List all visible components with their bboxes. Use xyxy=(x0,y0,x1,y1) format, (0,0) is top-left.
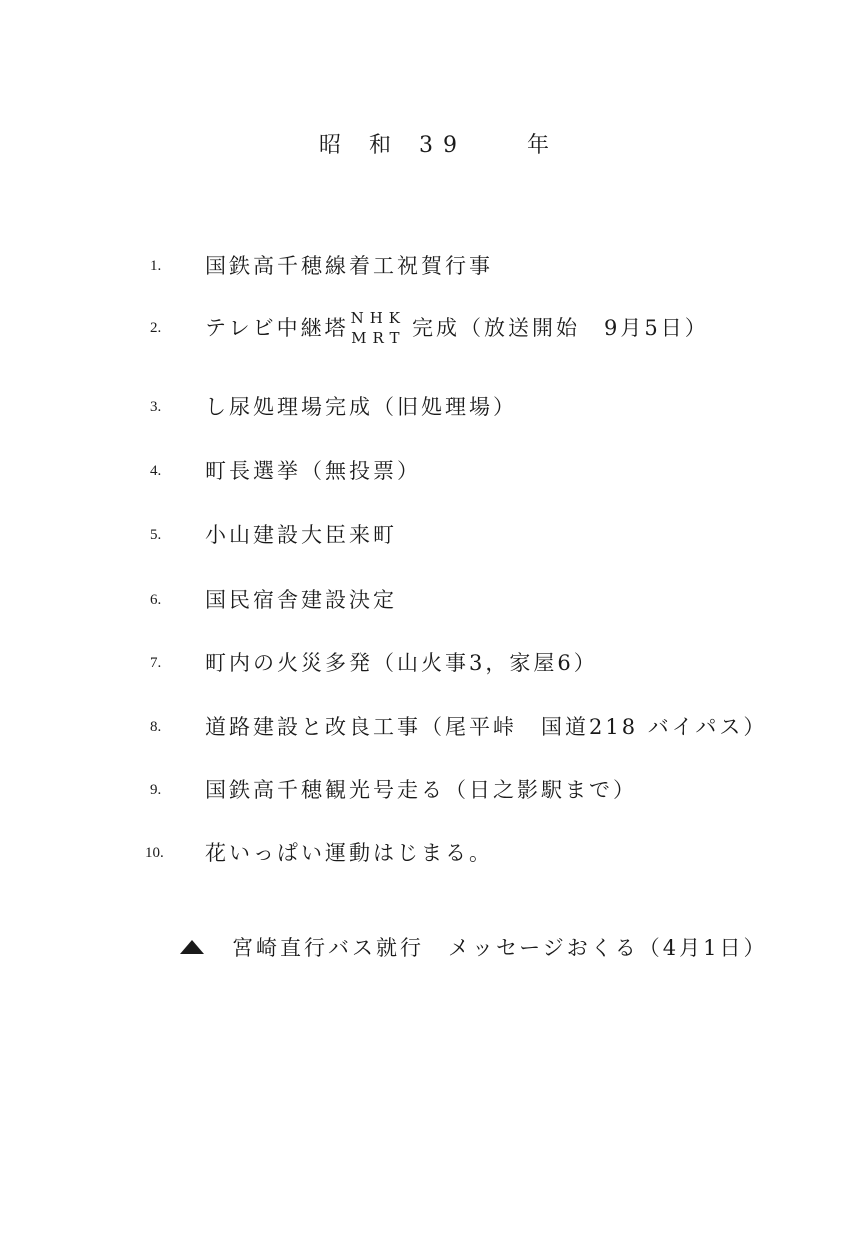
item-text: 町内の火災多発（山火事3，家屋6） xyxy=(205,651,598,675)
list-item xyxy=(0,707,868,747)
title-part-4: 年 xyxy=(527,133,550,158)
title-part-3: 39 xyxy=(419,133,467,158)
item-number: 5. xyxy=(150,527,162,543)
item-number: 8. xyxy=(150,719,162,735)
list-item xyxy=(0,515,868,555)
stack-top: NHK xyxy=(350,308,407,327)
item-text: 小山建設大臣来町 xyxy=(205,523,397,547)
list-item xyxy=(0,643,868,683)
title-part-1: 昭 xyxy=(318,133,341,158)
list-item xyxy=(0,246,868,286)
item-text: し尿処理場完成（旧処理場） xyxy=(205,395,517,419)
stack-bottom: MRT xyxy=(351,328,406,347)
list-item xyxy=(0,387,868,427)
note-line xyxy=(180,928,767,968)
item-text: 国民宿舎建設決定 xyxy=(205,588,397,612)
item-text: 花いっぱい運動はじまる。 xyxy=(205,841,493,865)
item-text: 町長選挙（無投票） xyxy=(205,459,421,483)
item-text: 道路建設と改良工事（尾平峠 国道218 バイパス） xyxy=(205,715,768,739)
list-item xyxy=(0,770,868,810)
item-text xyxy=(205,308,709,350)
broadcaster-stack xyxy=(351,308,406,348)
item-number: 2. xyxy=(150,320,162,336)
list-item xyxy=(0,308,868,348)
item-number: 10. xyxy=(145,845,164,861)
item-number: 7. xyxy=(150,655,162,671)
item-number: 4. xyxy=(150,463,162,479)
item-text: 国鉄高千穂線着工祝賀行事 xyxy=(205,254,493,278)
item-number: 6. xyxy=(150,592,162,608)
item-number: 1. xyxy=(150,258,162,274)
item-number: 9. xyxy=(150,782,162,798)
list-item xyxy=(0,833,868,873)
list-item xyxy=(0,580,868,620)
item-number: 3. xyxy=(150,399,162,415)
item-text-before: テレビ中継塔 xyxy=(205,316,349,340)
item-text-after: 完成（放送開始 9月5日） xyxy=(412,316,709,340)
triangle-up-icon xyxy=(180,940,204,954)
item-text: 国鉄高千穂観光号走る（日之影駅まで） xyxy=(205,778,637,802)
note-text: 宮崎直行バス就行 メッセージおくる（4月1日） xyxy=(232,936,768,960)
list-item xyxy=(0,451,868,491)
page-title xyxy=(0,128,868,159)
title-part-2: 和 xyxy=(368,133,391,158)
